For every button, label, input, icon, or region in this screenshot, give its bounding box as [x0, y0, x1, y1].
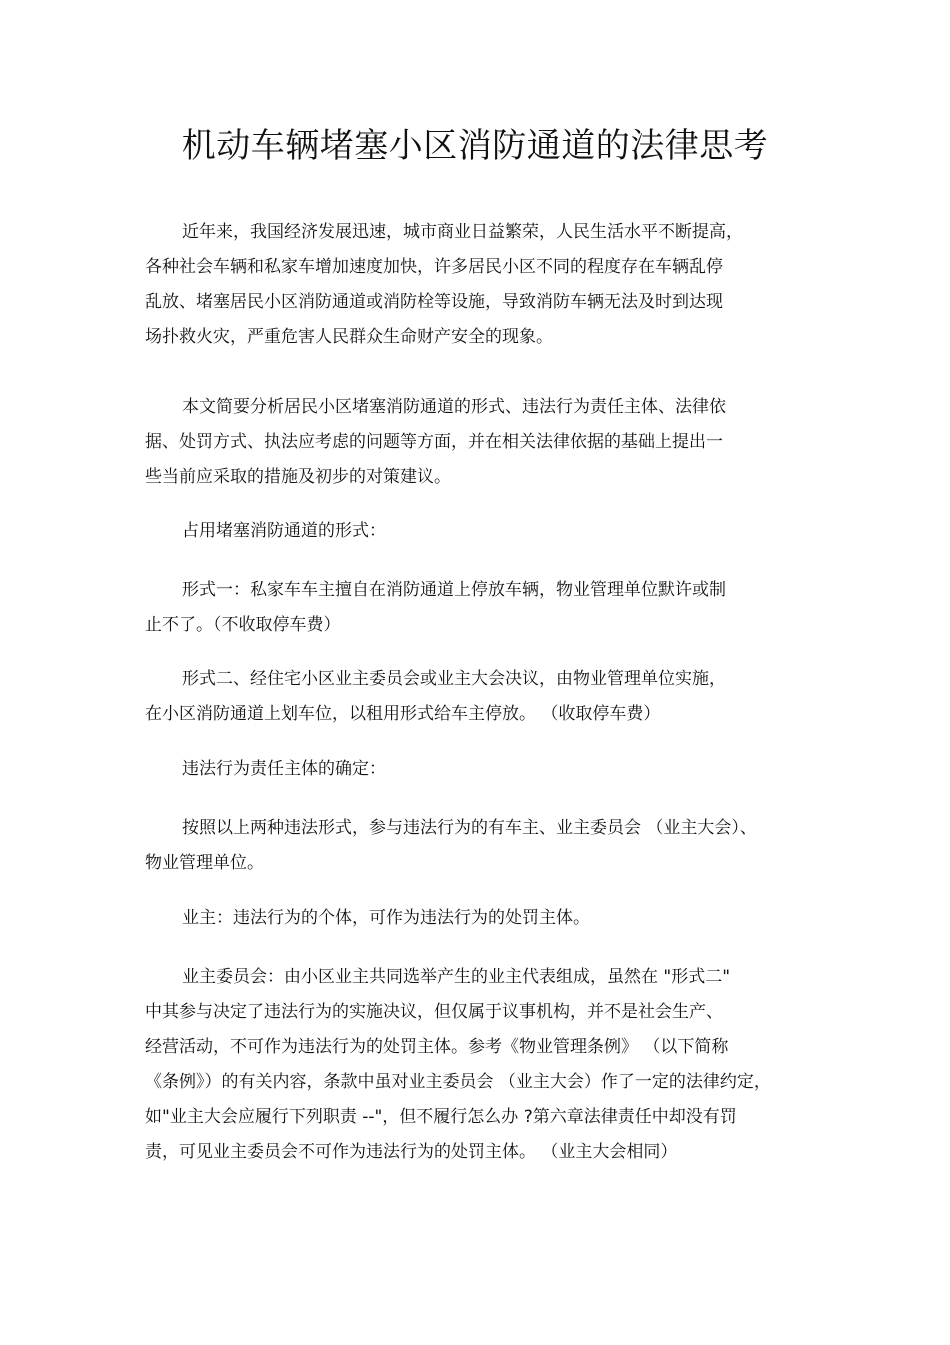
paragraph-form-one [145, 573, 785, 643]
paragraph-intro [145, 215, 785, 355]
paragraph-form-two [145, 662, 785, 732]
text-line: 止不了。（不收取停车费） [145, 615, 341, 635]
text-line: 形式一：私家车车主擅自在消防通道上停放车辆，物业管理单位默许或制 [182, 580, 726, 600]
text-line: 形式二、经住宅小区业主委员会或业主大会决议，由物业管理单位实施， [182, 669, 726, 689]
text-line: 如"业主大会应履行下列职责 --"，但不履行怎么办 ?第六章法律责任中却没有罚 [145, 1107, 737, 1127]
text-line: 乱放、堵塞居民小区消防通道或消防栓等设施，导致消防车辆无法及时到达现 [145, 292, 723, 312]
text-line: 据、处罚方式、执法应考虑的问题等方面，并在相关法律依据的基础上提出一 [145, 432, 723, 452]
paragraph-parties [145, 811, 785, 881]
paragraph-summary [145, 390, 785, 495]
text-line: 责，可见业主委员会不可作为违法行为的处罚主体。 （业主大会相同） [145, 1142, 678, 1162]
paragraph-owner [145, 901, 785, 936]
section-heading-subjects [145, 752, 785, 787]
section-heading-forms [145, 514, 785, 549]
text-line: 《条例》）的有关内容，条款中虽对业主委员会 （业主大会）作了一定的法律约定， [145, 1072, 771, 1092]
paragraph-owners-committee [145, 960, 785, 1170]
text-line: 场扑救火灾，严重危害人民群众生命财产安全的现象。 [145, 327, 553, 347]
text-line: 各种社会车辆和私家车增加速度加快，许多居民小区不同的程度存在车辆乱停 [145, 257, 723, 277]
text-line: 近年来，我国经济发展迅速，城市商业日益繁荣，人民生活水平不断提高， [182, 222, 743, 242]
text-line: 些当前应采取的措施及初步的对策建议。 [145, 467, 451, 487]
text-line: 业主：违法行为的个体，可作为违法行为的处罚主体。 [182, 908, 590, 928]
text-line: 经营活动，不可作为违法行为的处罚主体。参考《物业管理条例》 （以下简称 [145, 1037, 729, 1057]
document-title: 机动车辆堵塞小区消防通道的法律思考 [181, 126, 769, 166]
text-line: 中其参与决定了违法行为的实施决议，但仅属于议事机构，并不是社会生产、 [145, 1002, 723, 1022]
text-line: 业主委员会：由小区业主共同选举产生的业主代表组成，虽然在 "形式二" [182, 967, 731, 987]
text-line: 在小区消防通道上划车位，以租用形式给车主停放。 （收取停车费） [145, 704, 661, 724]
text-line: 本文简要分析居民小区堵塞消防通道的形式、违法行为责任主体、法律依 [182, 397, 726, 417]
text-line: 占用堵塞消防通道的形式： [182, 521, 386, 541]
text-line: 物业管理单位。 [145, 853, 264, 873]
text-line: 违法行为责任主体的确定： [182, 759, 386, 779]
text-line: 按照以上两种违法形式，参与违法行为的有车主、业主委员会 （业主大会）、 [182, 818, 757, 838]
